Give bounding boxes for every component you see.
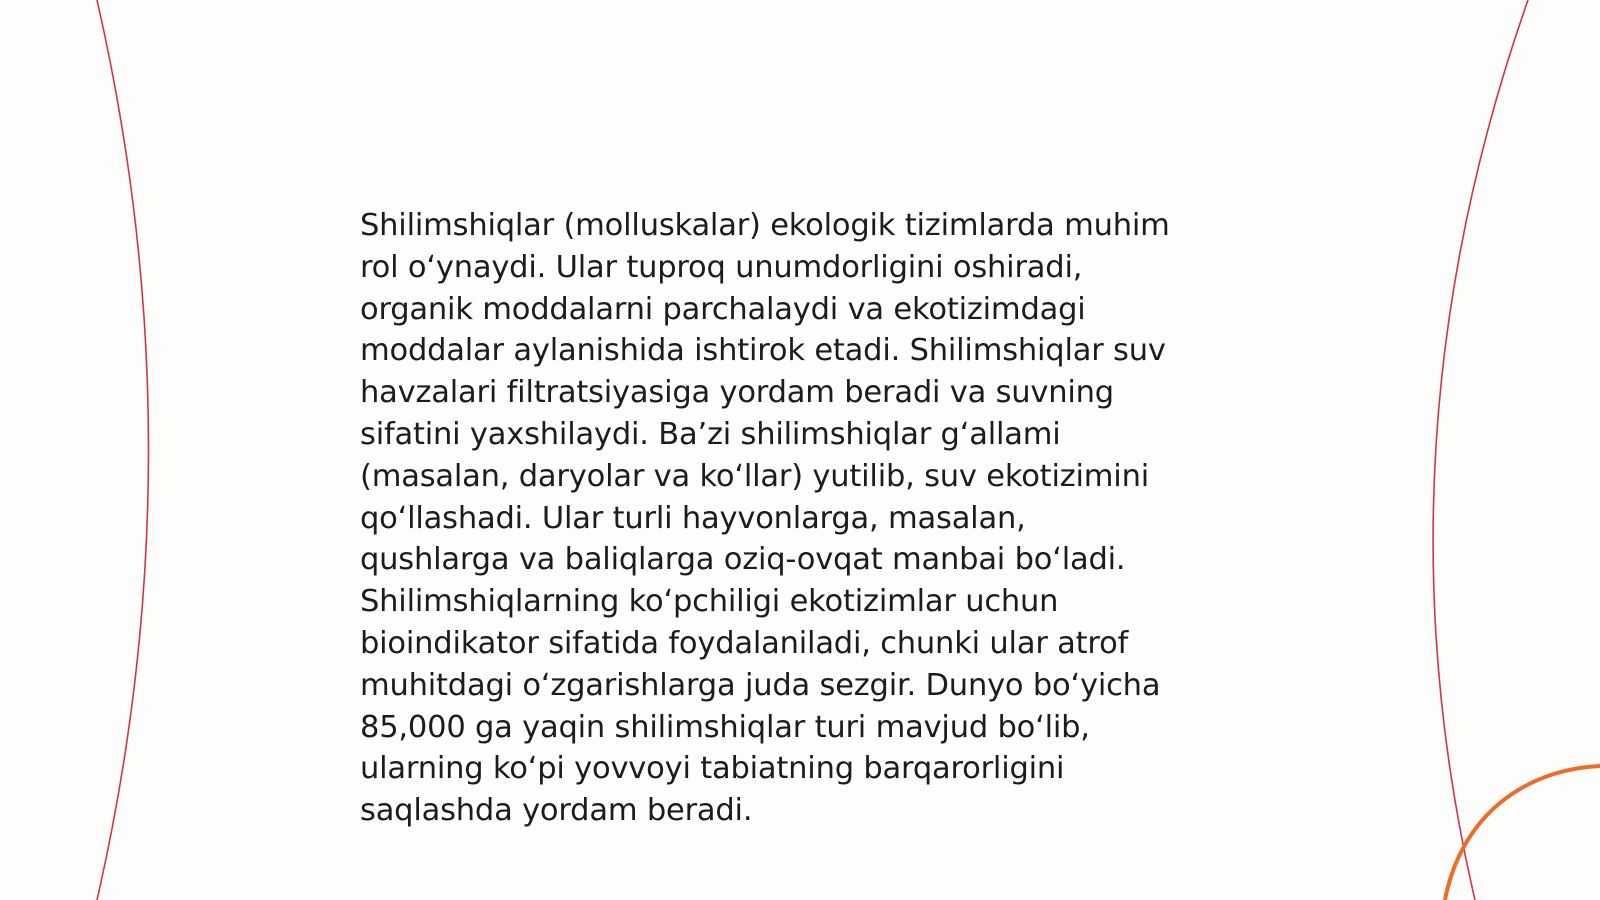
left-curve-line <box>97 0 149 900</box>
orange-accent-arc <box>1445 766 1600 900</box>
right-curve-line <box>1433 0 1528 900</box>
body-text: Shilimshiqlar (molluskalar) ekologik tizimlarda muhim rol o‘ynaydi. Ular tuproq unumdorligini oshiradi, organik moddalarni parchalaydi va ekotizimdagi moddalar aylanishida ishtirok etadi. Shilimshiqlar suv havzalari filtratsiyasiga yordam beradi va suvning sifatini yaxshilaydi. Ba’zi shilimshiqlar g‘allami (masalan, daryolar va ko‘llar) yutilib, suv ekotizimini qo‘llashadi. Ular turli hayvonlarga, masalan, qushlarga va baliqlarga oziq-ovqat manbai bo‘ladi. Shilimshiqlarning ko‘pchiligi ekotizimlar uchun bioindikator sifatida foydalaniladi, chunki ular atrof muhitdagi o‘zgarishlarga juda sezgir. Dunyo bo‘yicha 85,000 ga yaqin shilimshiqlar turi mavjud bo‘lib, ularning ko‘pi yovvoyi tabiatning barqarorligini saqlashda yordam beradi. <box>360 208 1170 829</box>
